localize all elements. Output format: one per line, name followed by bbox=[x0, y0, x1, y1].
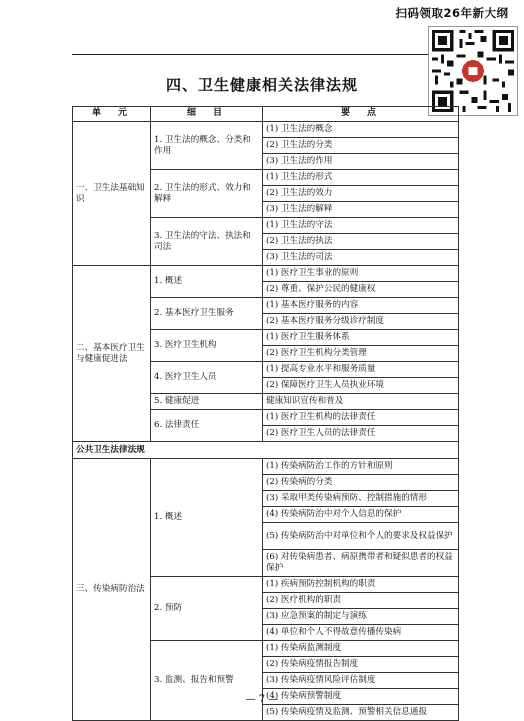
header-rule bbox=[72, 54, 428, 55]
promo-banner: 扫码领取26年新大纲 bbox=[395, 6, 509, 20]
item-cell: 4. 医疗卫生人员 bbox=[151, 362, 263, 394]
item-cell: 2. 卫生法的形式、效力和解释 bbox=[151, 170, 263, 218]
point-cell: (1) 提高专业水平和服务质量 bbox=[263, 362, 459, 378]
qr-code-icon[interactable] bbox=[428, 26, 518, 116]
item-cell: 3. 监测、报告和预警 bbox=[151, 641, 263, 721]
item-cell: 5. 健康促进 bbox=[151, 394, 263, 410]
point-cell: (2) 卫生法的执法 bbox=[263, 234, 459, 250]
item-cell: 3. 医疗卫生机构 bbox=[151, 330, 263, 362]
page-title: 四、卫生健康相关法律法规 bbox=[165, 76, 358, 94]
point-cell: (1) 基本医疗服务的内容 bbox=[263, 298, 459, 314]
point-cell: (4) 传染病防治中对个人信息的保护 bbox=[263, 507, 459, 523]
point-cell: (3) 应急预案的制定与演练 bbox=[263, 609, 459, 625]
point-cell: (6) 对传染病患者、病原携带者和疑似患者的权益保护 bbox=[263, 550, 459, 577]
point-cell: (4) 单位和个人不得故意传播传染病 bbox=[263, 625, 459, 641]
page-number: — 7 — bbox=[245, 694, 279, 705]
point-cell: (2) 医疗机构的职责 bbox=[263, 593, 459, 609]
point-cell: (1) 传染病监测制度 bbox=[263, 641, 459, 657]
point-cell: (3) 卫生法的解释 bbox=[263, 202, 459, 218]
point-cell: (5) 传染病防治中对单位和个人的要求及权益保护 bbox=[263, 523, 459, 550]
point-cell: (1) 传染病防治工作的方针和原则 bbox=[263, 459, 459, 475]
item-cell: 1. 概述 bbox=[151, 266, 263, 298]
item-cell: 3. 卫生法的守法、执法和司法 bbox=[151, 218, 263, 266]
item-cell: 6. 法律责任 bbox=[151, 410, 263, 442]
item-cell: 2. 预防 bbox=[151, 577, 263, 641]
point-cell: (2) 医疗卫生人员的法律责任 bbox=[263, 426, 459, 442]
point-cell: (1) 疾病预防控制机构的职责 bbox=[263, 577, 459, 593]
point-cell: (1) 卫生法的形式 bbox=[263, 170, 459, 186]
point-cell: (1) 卫生法的概念 bbox=[263, 122, 459, 138]
unit-cell: 三、传染病防治法 bbox=[73, 459, 151, 721]
unit-cell: 一、卫生法基础知识 bbox=[73, 122, 151, 266]
point-cell: (2) 保障医疗卫生人员执业环境 bbox=[263, 378, 459, 394]
header-unit: 单 元 bbox=[73, 107, 151, 122]
section-row bbox=[73, 442, 459, 459]
point-cell: (2) 卫生法的效力 bbox=[263, 186, 459, 202]
header-item: 细 目 bbox=[151, 107, 263, 122]
point-cell: (1) 医疗卫生服务体系 bbox=[263, 330, 459, 346]
point-cell: (3) 卫生法的作用 bbox=[263, 154, 459, 170]
point-cell: 健康知识宣传和普及 bbox=[263, 394, 459, 410]
point-cell: (5) 传染病疫情及监测、预警相关信息通报 bbox=[263, 705, 459, 721]
unit-cell: 二、基本医疗卫生与健康促进法 bbox=[73, 266, 151, 442]
table-row bbox=[73, 266, 459, 282]
point-cell: (2) 尊重、保护公民的健康权 bbox=[263, 282, 459, 298]
section-heading: 公共卫生法律法规 bbox=[73, 442, 459, 459]
item-cell: 2. 基本医疗卫生服务 bbox=[151, 298, 263, 330]
point-cell: (4) 传染病预警制度 bbox=[263, 689, 459, 705]
point-cell: (1) 卫生法的守法 bbox=[263, 218, 459, 234]
point-cell: (3) 传染病疫情风险评估制度 bbox=[263, 673, 459, 689]
point-cell: (2) 卫生法的分类 bbox=[263, 138, 459, 154]
point-cell: (3) 卫生法的司法 bbox=[263, 250, 459, 266]
table-row bbox=[73, 459, 459, 475]
point-cell: (1) 医疗卫生机构的法律责任 bbox=[263, 410, 459, 426]
point-cell: (3) 采取甲类传染病预防、控制措施的情形 bbox=[263, 491, 459, 507]
point-cell: (2) 传染病的分类 bbox=[263, 475, 459, 491]
point-cell: (2) 基本医疗服务分级诊疗制度 bbox=[263, 314, 459, 330]
table-header-row bbox=[73, 107, 459, 122]
item-cell: 1. 卫生法的概念、分类和作用 bbox=[151, 122, 263, 170]
point-cell: (1) 医疗卫生事业的原则 bbox=[263, 266, 459, 282]
table-row bbox=[73, 122, 459, 138]
header-point: 要 点 bbox=[263, 107, 459, 122]
syllabus-table bbox=[72, 106, 459, 721]
point-cell: (2) 传染病疫情报告制度 bbox=[263, 657, 459, 673]
point-cell: (2) 医疗卫生机构分类管理 bbox=[263, 346, 459, 362]
item-cell: 1. 概述 bbox=[151, 459, 263, 577]
